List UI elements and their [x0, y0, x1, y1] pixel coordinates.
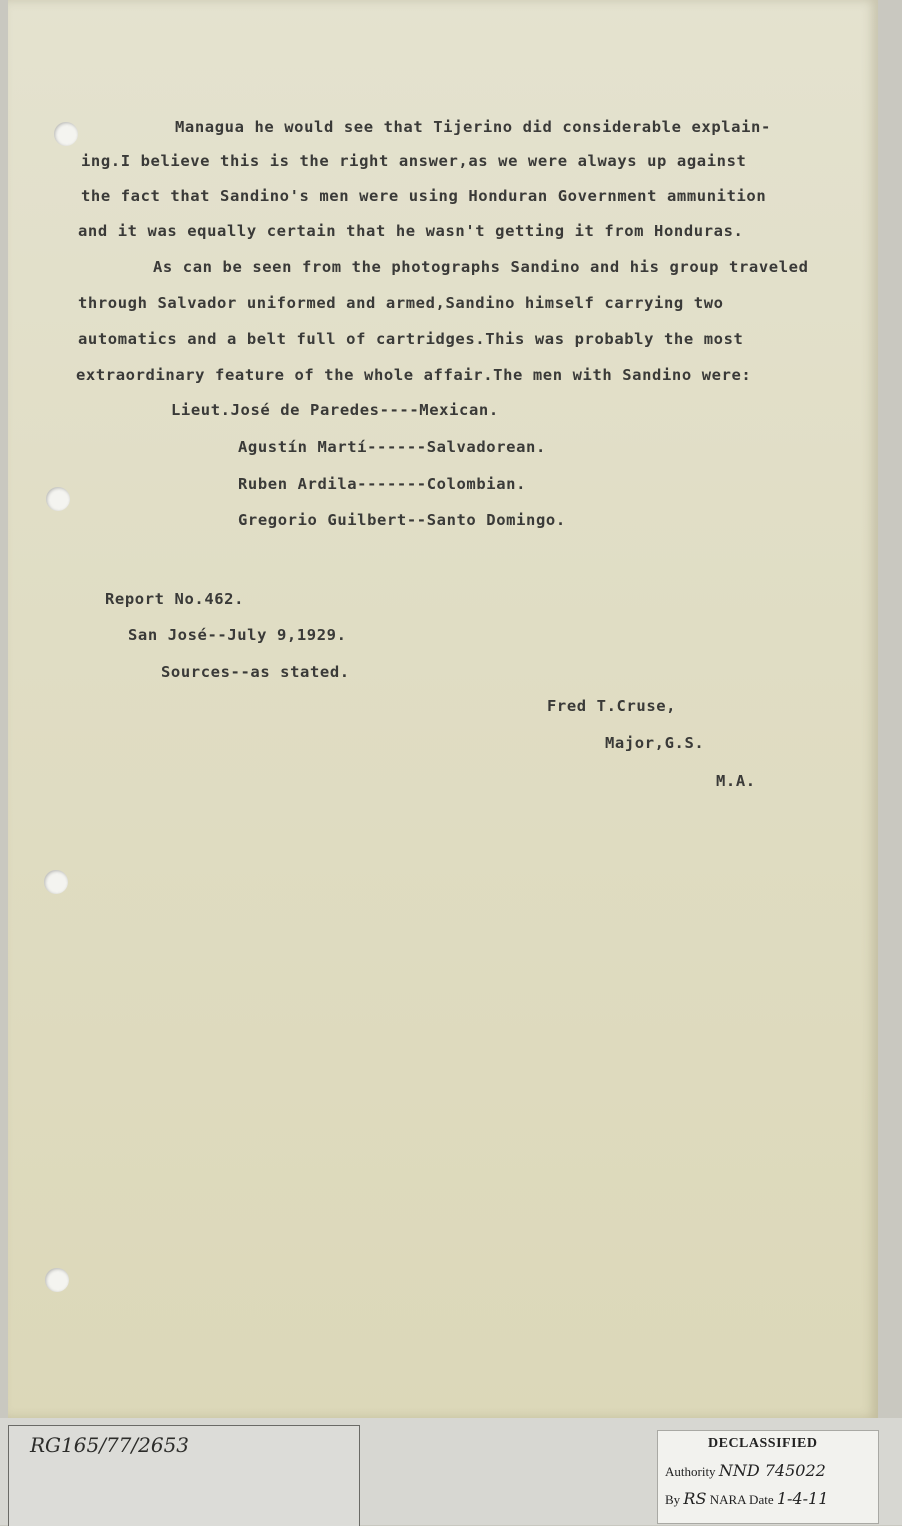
men-list-item: Agustín Martí------Salvadorean.: [238, 438, 546, 456]
signature-name: Fred T.Cruse,: [547, 697, 677, 715]
men-list-item: Ruben Ardila-------Colombian.: [238, 475, 527, 493]
declassified-stamp: [657, 1430, 879, 1524]
body-line: and it was equally certain that he wasn't getting it from Honduras.: [78, 222, 744, 240]
body-line: extraordinary feature of the whole affair.The men with Sandino were:: [76, 366, 752, 384]
by-label: By: [665, 1492, 681, 1507]
by-value: RS: [683, 1489, 707, 1508]
men-list-item: Gregorio Guilbert--Santo Domingo.: [238, 511, 566, 529]
punch-hole: [45, 1268, 69, 1292]
punch-hole: [44, 870, 68, 894]
stamp-authority-line: [665, 1461, 826, 1480]
men-list-item: Lieut.José de Paredes----Mexican.: [171, 401, 499, 419]
body-line: ing.I believe this is the right answer,as we were always up against: [81, 152, 747, 170]
punch-hole: [54, 122, 78, 146]
signature-title: M.A.: [716, 772, 756, 790]
document-page: [8, 0, 878, 1418]
report-sources: Sources--as stated.: [161, 663, 350, 681]
authority-label: Authority: [665, 1464, 716, 1479]
nara-date-label: NARA Date: [709, 1492, 774, 1507]
body-line: Managua he would see that Tijerino did considerable explain-: [175, 118, 771, 136]
body-line: the fact that Sandino's men were using Honduran Government ammunition: [81, 187, 767, 205]
report-number: Report No.462.: [105, 590, 245, 608]
date-value: 1-4-11: [776, 1489, 829, 1508]
stamp-by-line: [665, 1489, 828, 1508]
punch-hole: [46, 487, 70, 511]
signature-rank: Major,G.S.: [605, 734, 705, 752]
archive-reference: RG165/77/2653: [30, 1433, 190, 1457]
authority-value: NND 745022: [718, 1461, 826, 1480]
stamp-title: DECLASSIFIED: [708, 1436, 818, 1451]
body-line: automatics and a belt full of cartridges.This was probably the most: [78, 330, 744, 348]
body-line: As can be seen from the photographs Sandino and his group traveled: [153, 258, 809, 276]
body-line: through Salvador uniformed and armed,Sandino himself carrying two: [78, 294, 724, 312]
report-date: San José--July 9,1929.: [128, 626, 347, 644]
